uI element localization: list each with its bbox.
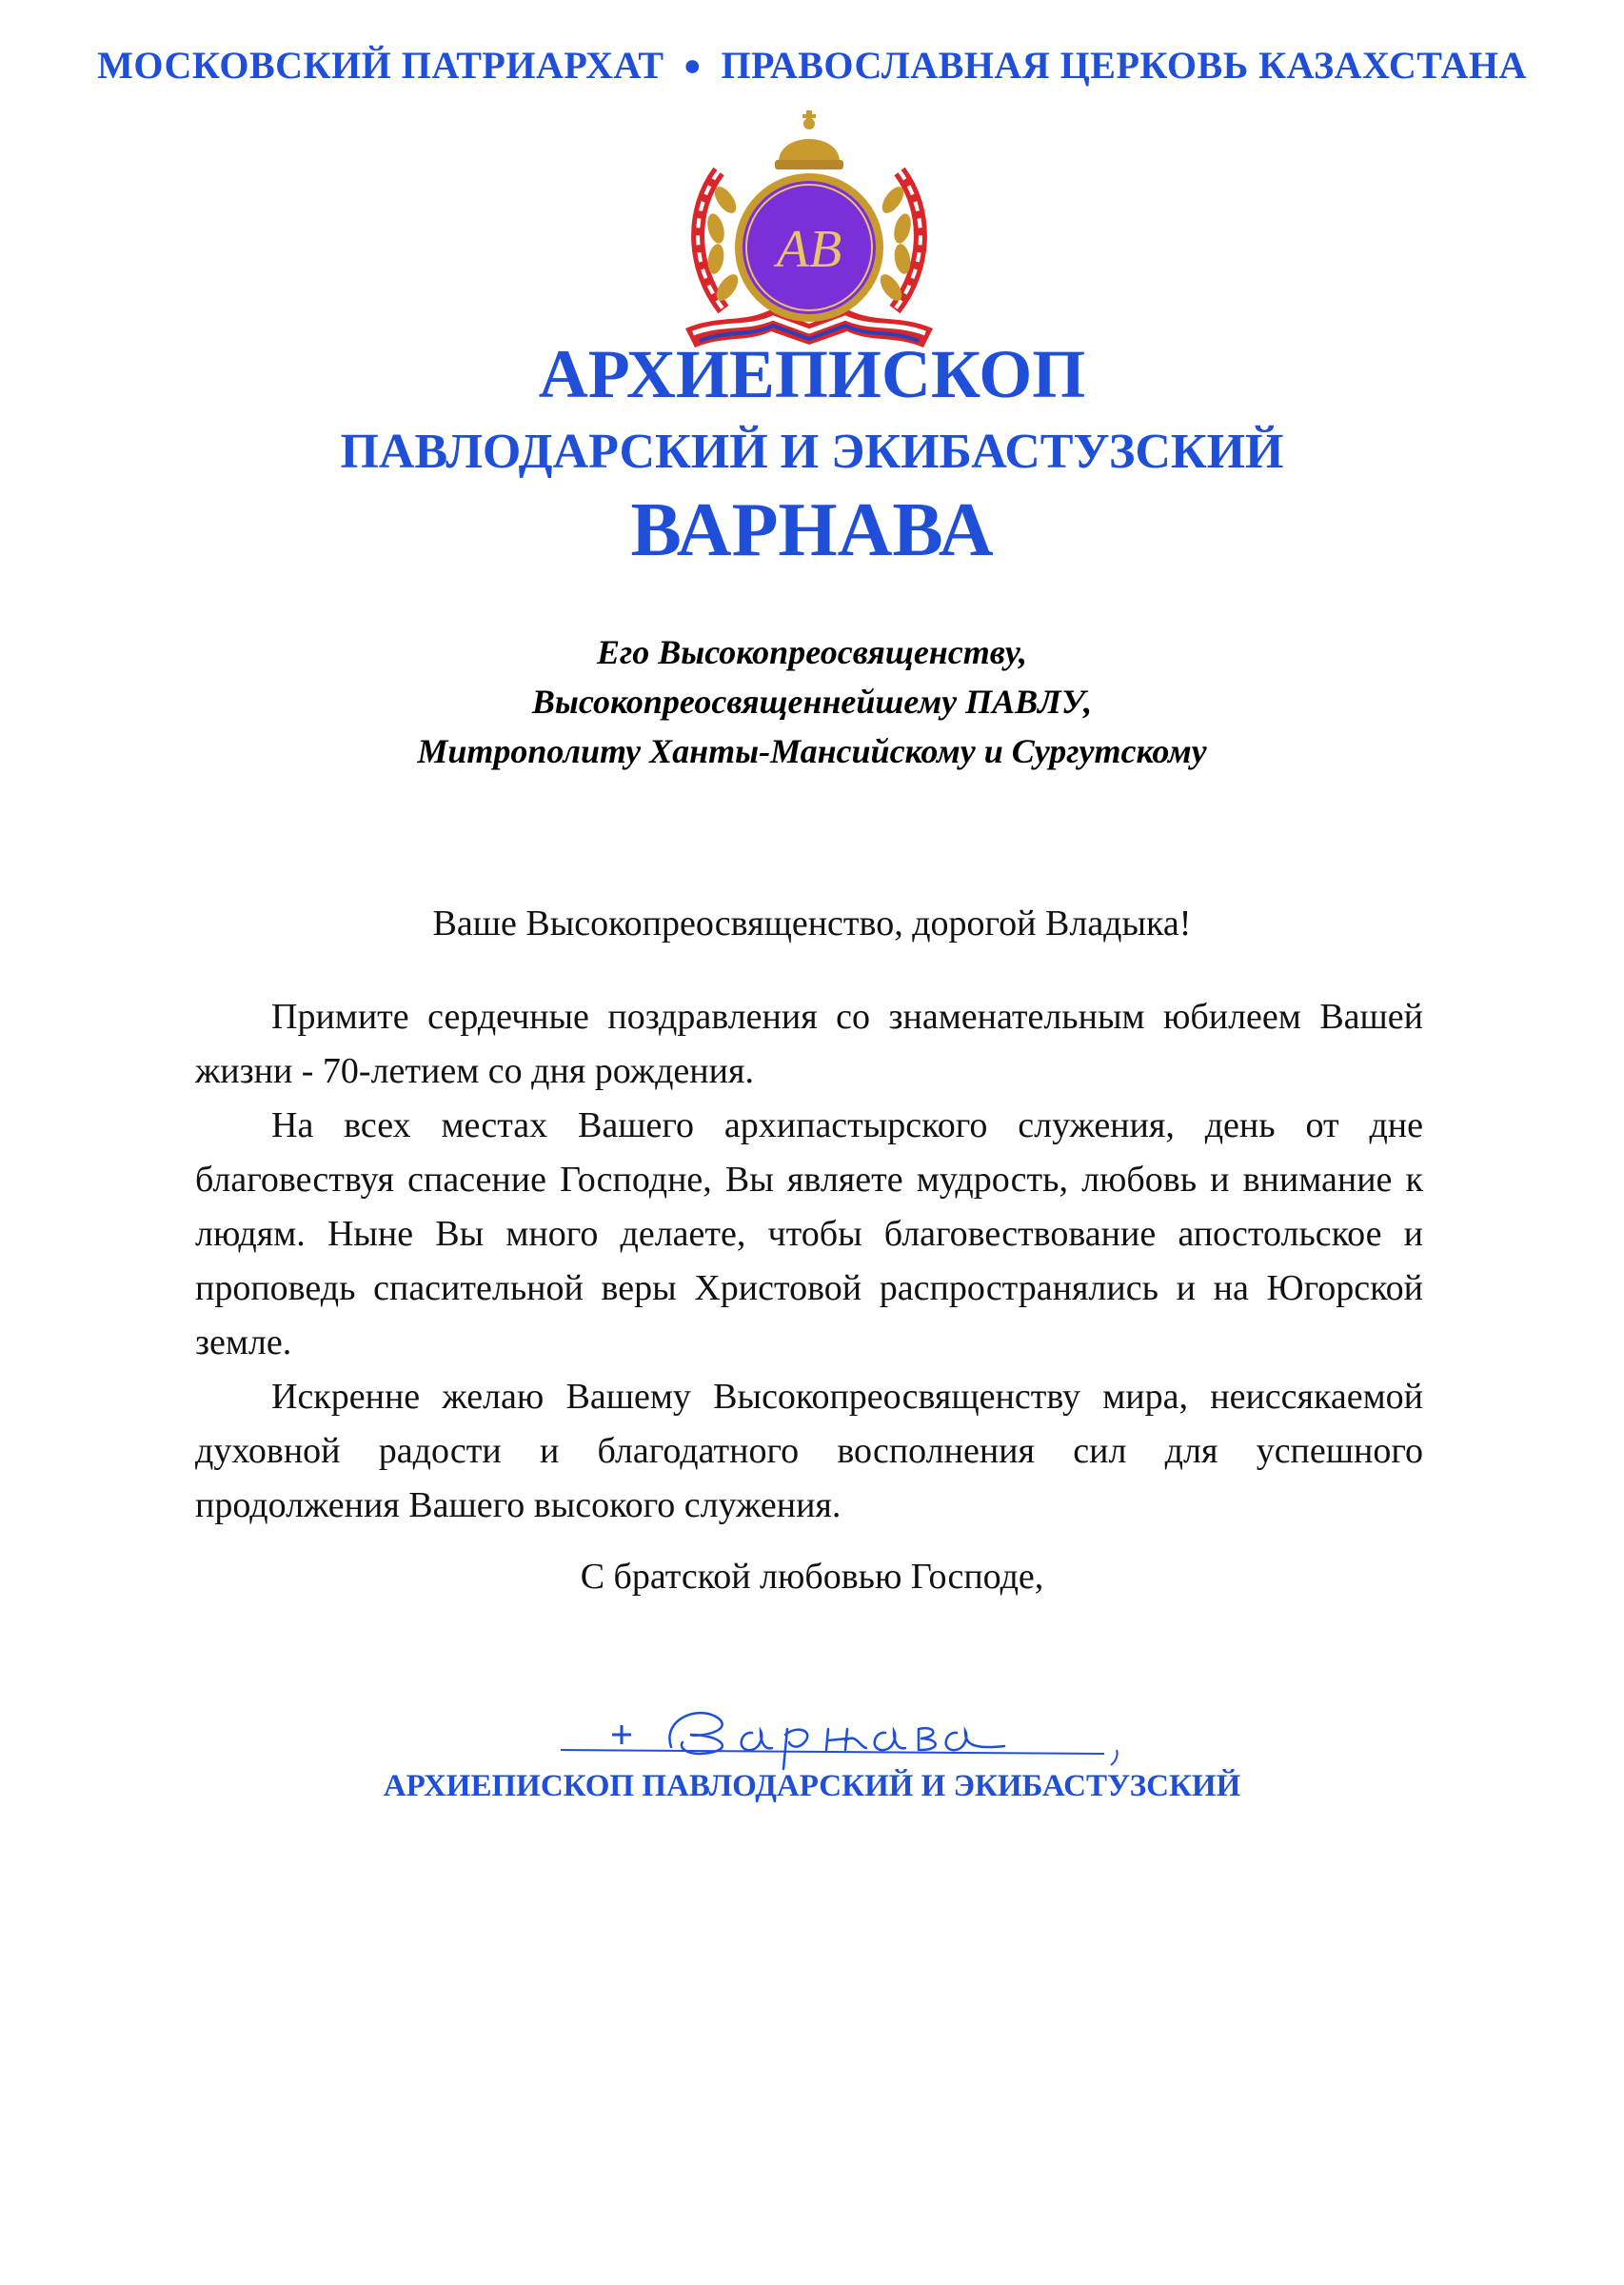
header-right: ПРАВОСЛАВНАЯ ЦЕРКОВЬ КАЗАХСТАНА: [721, 44, 1527, 87]
signature-caption: АРХИЕПИСКОП ПАВЛОДАРСКИЙ И ЭКИБАСТУЗСКИЙ: [383, 1769, 1241, 1803]
letter-closing: С братской любовью Господе,: [580, 1557, 1044, 1597]
addressee-line-3: Митрополиту Ханты-Мансийскому и Сургутскому: [417, 732, 1207, 770]
header-left: МОСКОВСКИЙ ПАТРИАРХАТ: [97, 44, 664, 87]
archbishop-emblem-icon: [666, 105, 952, 352]
header-separator: ●: [683, 48, 703, 82]
svg-text:АВ: АВ: [776, 220, 842, 279]
letter-body: [195, 990, 1423, 1533]
title-rank: АРХИЕПИСКОП: [538, 336, 1086, 412]
addressee-line-2: Высокопреосвященнейшему ПАВЛУ,: [531, 683, 1093, 721]
title-diocese: ПАВЛОДАРСКИЙ И ЭКИБАСТУЗСКИЙ: [340, 425, 1284, 479]
letter-paragraph-2: На всех местах Вашего архипастырского служения, день от дне благовествуя спасение Господне, Вы являете мудрость, любовь и внимание к людям. Ныне Вы много делаете, чтобы благовествование апостольское и проповедь спасительной веры Христовой распространялись и на Югорской земле.: [195, 1105, 1423, 1362]
letter-paragraph-3: Искренне желаю Вашему Высокопреосвященству мира, неиссякаемой духовной радости и благодатного восполнения сил для успешного продолжения Вашего высокого служения.: [195, 1377, 1423, 1525]
letter-greeting: Ваше Высокопреосвященство, дорогой Владыка!: [432, 904, 1192, 944]
letter-paragraph-1: Примите сердечные поздравления со знаменательным юбилеем Вашей жизни - 70-летием со дня рождения.: [195, 997, 1423, 1091]
title-name: ВАРНАВА: [630, 488, 994, 572]
letterhead-header: [0, 43, 1624, 88]
addressee-line-1: Его Высокопреосвященству,: [596, 633, 1028, 671]
